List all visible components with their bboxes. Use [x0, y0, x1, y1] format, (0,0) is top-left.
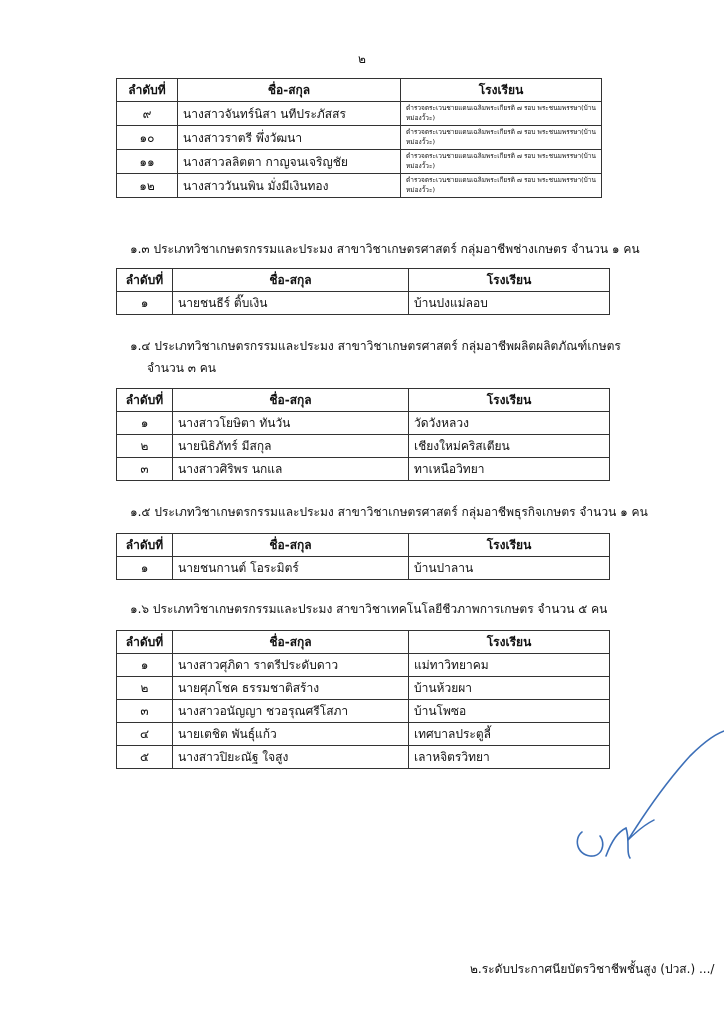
row-school: บ้านปาลาน: [409, 557, 610, 580]
table-row: [117, 102, 602, 126]
student-table-1-6: [116, 630, 610, 769]
row-name: นายศุภโชค ธรรมชาติสร้าง: [173, 677, 409, 700]
row-order: ๑: [117, 654, 173, 677]
row-order: ๑: [117, 292, 173, 315]
row-order: ๑: [117, 412, 173, 435]
row-name: นางสาวศุภิดา ราตรีประดับดาว: [173, 654, 409, 677]
table-row: [117, 412, 610, 435]
table-row: [117, 557, 610, 580]
row-name: นางสาวอนัญญา ชวอรุณศรีโสภา: [173, 700, 409, 723]
row-name: นางสาวราตรี พึ่งวัฒนา: [178, 126, 401, 150]
section-heading-1-3: ๑.๓ ประเภทวิชาเกษตรกรรมและประมง สาขาวิชาเกษตรศาสตร์ กลุ่มอาชีพช่างเกษตร จำนวน ๑ คน: [130, 242, 640, 256]
header-school: โรงเรียน: [409, 269, 610, 292]
table-row: [117, 150, 602, 174]
header-order: ลำดับที่: [117, 631, 173, 654]
table-row: [117, 126, 602, 150]
row-order: ๔: [117, 723, 173, 746]
row-name: นางสาวปิยะณัฐ ใจสูง: [173, 746, 409, 769]
table-header-row: [117, 389, 610, 412]
row-school: ทาเหนือวิทยา: [409, 458, 610, 481]
header-order: ลำดับที่: [117, 534, 173, 557]
row-order: ๓: [117, 700, 173, 723]
section-heading-1-4-count: จำนวน ๓ คน: [147, 361, 216, 375]
row-school: วัดวังหลวง: [409, 412, 610, 435]
header-school: โรงเรียน: [409, 631, 610, 654]
table-row: [117, 174, 602, 198]
row-name: นางสาวลลิตตา กาญจนเจริญชัย: [178, 150, 401, 174]
row-name: นางสาวโยษิตา ทันวัน: [173, 412, 409, 435]
header-order: ลำดับที่: [117, 79, 178, 102]
row-school: แม่ทาวิทยาคม: [409, 654, 610, 677]
row-name: นางสาวศิริพร นกแล: [173, 458, 409, 481]
page-number: ๒: [358, 52, 366, 66]
student-table-continued: [116, 78, 602, 198]
table-header-row: [117, 269, 610, 292]
header-order: ลำดับที่: [117, 389, 173, 412]
row-name: นายชนกานต์ โอระมิตร์: [173, 557, 409, 580]
footer-continuation: ๒.ระดับประกาศนียบัตรวิชาชีพชั้นสูง (ปวส.) .../: [470, 962, 715, 976]
row-order: ๒: [117, 435, 173, 458]
row-school: เชียงใหม่คริสเตียน: [409, 435, 610, 458]
row-school: เลาหจิตรวิทยา: [409, 746, 610, 769]
header-name: ชื่อ-สกุล: [173, 389, 409, 412]
header-name: ชื่อ-สกุล: [178, 79, 401, 102]
student-table-1-4: [116, 388, 610, 481]
table-header-row: [117, 79, 602, 102]
section-heading-1-5: ๑.๕ ประเภทวิชาเกษตรกรรมและประมง สาขาวิชาเกษตรศาสตร์ กลุ่มอาชีพธุรกิจเกษตร จำนวน ๑ คน: [130, 505, 648, 519]
row-name: นางสาวจันทร์นิสา นทีประภัสสร: [178, 102, 401, 126]
row-name: นายชนธีร์ ติ๊บเงิน: [173, 292, 409, 315]
header-name: ชื่อ-สกุล: [173, 269, 409, 292]
header-school: โรงเรียน: [409, 534, 610, 557]
table-row: [117, 700, 610, 723]
table-row: [117, 654, 610, 677]
row-order: ๑๒: [117, 174, 178, 198]
student-table-1-3: [116, 268, 610, 315]
table-header-row: [117, 534, 610, 557]
header-name: ชื่อ-สกุล: [173, 534, 409, 557]
section-heading-1-4: ๑.๔ ประเภทวิชาเกษตรกรรมและประมง สาขาวิชาเกษตรศาสตร์ กลุ่มอาชีพผลิตผลิตภัณฑ์เกษตร: [130, 339, 621, 353]
row-order: ๙: [117, 102, 178, 126]
row-order: ๒: [117, 677, 173, 700]
header-school: โรงเรียน: [401, 79, 602, 102]
row-order: ๑๐: [117, 126, 178, 150]
table-row: [117, 292, 610, 315]
row-school: บ้านห้วยผา: [409, 677, 610, 700]
handwritten-signature: [568, 728, 724, 868]
table-row: [117, 677, 610, 700]
header-order: ลำดับที่: [117, 269, 173, 292]
table-row: [117, 435, 610, 458]
table-row: [117, 723, 610, 746]
row-name: นายนิธิภัทร์ มีสกุล: [173, 435, 409, 458]
table-row: [117, 458, 610, 481]
row-name: นายเตชิต พันธุ์แก้ว: [173, 723, 409, 746]
row-school: เทศบาลประตูลี้: [409, 723, 610, 746]
row-order: ๓: [117, 458, 173, 481]
row-school: ตำรวจตระเวนชายแดนเฉลิมพระเกียรติ ๗ รอบ พระชนมพรรษา(บ้านหม่องวั้วะ): [401, 102, 602, 126]
row-school: บ้านโพซอ: [409, 700, 610, 723]
row-order: ๕: [117, 746, 173, 769]
row-school: บ้านปงแม่ลอบ: [409, 292, 610, 315]
header-school: โรงเรียน: [409, 389, 610, 412]
row-school: ตำรวจตระเวนชายแดนเฉลิมพระเกียรติ ๗ รอบ พระชนมพรรษา(บ้านหม่องวั้วะ): [401, 150, 602, 174]
row-order: ๑๑: [117, 150, 178, 174]
section-heading-1-6: ๑.๖ ประเภทวิชาเกษตรกรรมและประมง สาขาวิชาเทคโนโลยีชีวภาพการเกษตร จำนวน ๕ คน: [130, 602, 608, 616]
row-name: นางสาววันนพิน มั่งมีเงินทอง: [178, 174, 401, 198]
row-school: ตำรวจตระเวนชายแดนเฉลิมพระเกียรติ ๗ รอบ พระชนมพรรษา(บ้านหม่องวั้วะ): [401, 174, 602, 198]
row-school: ตำรวจตระเวนชายแดนเฉลิมพระเกียรติ ๗ รอบ พระชนมพรรษา(บ้านหม่องวั้วะ): [401, 126, 602, 150]
table-header-row: [117, 631, 610, 654]
header-name: ชื่อ-สกุล: [173, 631, 409, 654]
row-order: ๑: [117, 557, 173, 580]
table-row: [117, 746, 610, 769]
student-table-1-5: [116, 533, 610, 580]
